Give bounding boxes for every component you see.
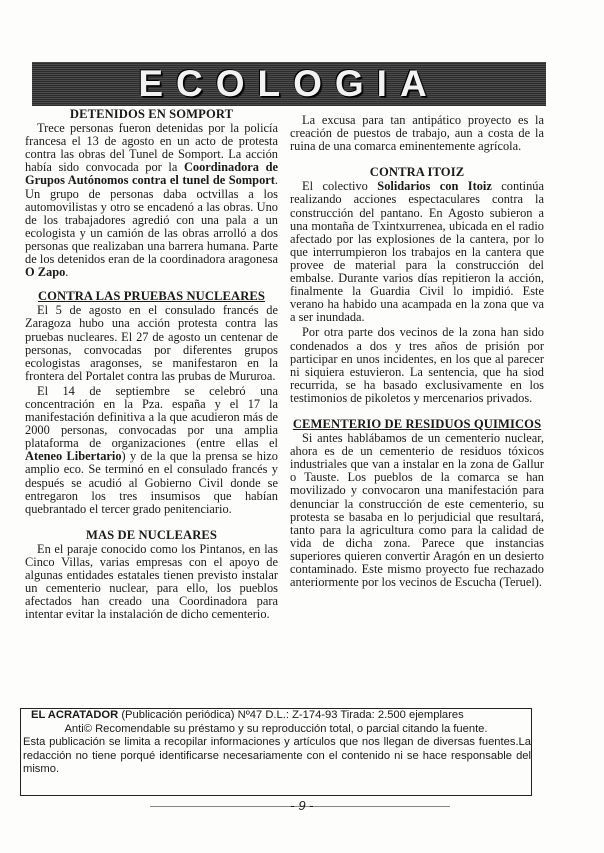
disclaimer-text: Esta publicación se limita a recopilar informaciones y artículos que nos llegan de diversas fuentes.La redacción no tiene porqué identificarse necesariamente con el contenido ni se hace responsable del mismo. [23,736,531,775]
article-paragraph: Por otra parte dos vecinos de la zona han sido condenados a dos y tres años de prisión por participar en unos incidentes, en los que al parecer ni siquiera estuvieron. La sentencia, que ha siod recurrida, se ha basado exclusivamente en los testimonios de pikoletos y mercenarios privados. [290,325,544,405]
article-title-itoiz: CONTRA ITOIZ [369,165,465,180]
org-name: Ateneo Libertario [25,449,122,464]
publication-info-box [20,708,532,796]
section-banner [32,62,546,106]
section-title: ECOLOGIA [138,63,440,104]
article-paragraph: El 5 de agosto en el consulado francés de Zaragoza hubo una acción protesta contra las pruebas nucleares. El 27 de agosto un centenar de personas, convocadas por diferentes grupos ecologistas aragonses, se manifestaron en la frontera del Portalet contra las prubas de Mururoa. [25,303,278,383]
copyright-line: Anti© Recomendable su préstamo y su reproducción total, o parcial citando la fuente. [64,722,488,735]
article-title-mas-nucleares: MAS DE NUCLEARES [85,527,218,542]
publication-line [21,709,531,723]
article-title-somport: DETENIDOS EN SOMPORT [69,107,234,121]
publication-name: EL ACRATADOR [31,709,119,721]
article-paragraph: La excusa para tan antipático proyecto es la creación de puestos de trabajo, aun a costa de la ruina de una comarca eminentemente agrícola. [290,113,544,154]
left-column [25,108,278,623]
article-paragraph: Si antes hablábamos de un cementerio nuclear, ahora es de un cementerio de residuos tóxicos industriales que van a instalar en la zona de Gallur o Tauste. Los pueblos de la comarca se han movilizado y convocaron una manifestación para denunciar la construcción de este cementerio, su protesta se basaba en lo perjudicial que resultará, tanto para la agricultura como para la calidad de vida de dicha zona. Parece que instancias superiores quieren convertir Aragón en un desierto contaminado. Este mismo proyecto fue rechazado anteriormente por los vecinos de Escucha (Teruel). [290,431,544,590]
org-name: O Zapo [25,265,66,280]
article-paragraph: El colectivo Solidarios con Itoiz continúa realizando acciones espectaculares contra la construcción del pantano. En Agosto subieron a una montaña de Txintxurrenea, ubicada en el radio afectado por las explosiones de la cantera, por lo que interrumpieron los trabajos en la cantera que provee de material para la construcción del embalse. Durante varios días repitieron la acción, finalmente la Guardia Civil lo impidió. Este verano ha habido una acampada en la zona que va a ser inundada. [290,179,544,325]
org-name: Solidarios con Itoiz [377,179,492,194]
article-paragraph: Trece personas fueron detenidas por la policía francesa el 13 de agosto en un acto de protesta contra las obras del Tunel de Somport. La acción había sido convocada por la Coordinadora de Grupos Autónomos contra el tunel de Somport. Un grupo de personas daba octvillas a los automovilistas y otro se encadenó a las obras. Uno de los trabajadores agredió con una pala a un ecologista y un camión de las obras arrolló a dos personas que realizaban una barrera humana. Parte de los detenidos eran de la coordinadora aragonesa O Zapo. [25,121,278,280]
article-title-residuos: CEMENTERIO DE RESIDUOS QUIMICOS [292,416,542,431]
article-title-nucleares: CONTRA LAS PRUEBAS NUCLEARES [37,289,266,304]
article-paragraph: En el paraje conocido como los Pintanos, en las Cinco Villas, varias empresas con el apoyo de algunas entidades estatales tienen previsto instalar un cementerio nuclear, para ello, los pueblos afectados han creado una Coordinadora para intentar evitar la instalación de dicho cementerio. [25,541,278,622]
org-name: Coordinadora de Grupos Autónomos contra el tunel de Somport [25,160,278,188]
page-number: - 9 - [290,798,314,813]
article-paragraph: El 14 de septiembre se celebró una concentración en la Pza. españa y el 17 la manifestación definitiva a la que acudieron más de 2000 personas, convocadas por una amplia plataforma de organizaciones (entre ellas el Ateneo Libertario) y de la que la prensa se hizo amplio eco. Se terminó en el consulado francés y después se acudió al Gobierno Civil donde se entregaron los tres insumisos que habían quebrantado el tercer grado penitenciario. [25,383,278,516]
publication-details: (Publicación periódica) Nº47 D.L.: Z-174-93 Tirada: 2.500 ejemplares [121,709,464,721]
right-column [290,114,544,591]
